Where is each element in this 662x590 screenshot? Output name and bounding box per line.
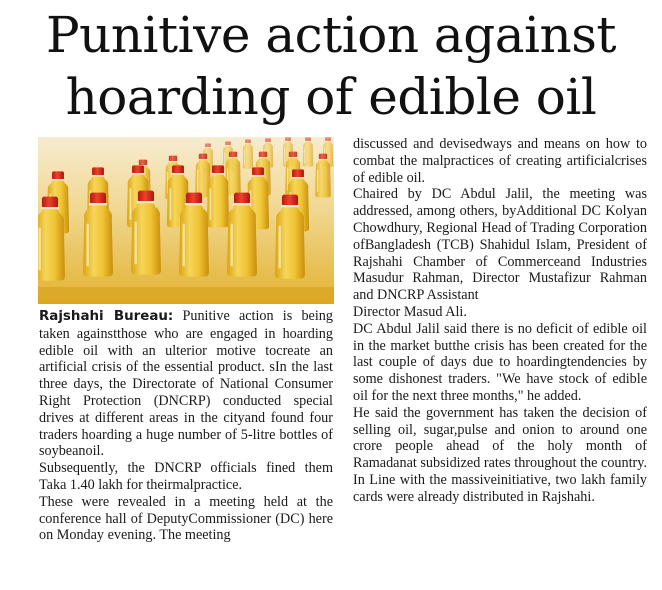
paragraph-chair: Chaired by DC Abdul Jalil, the meeting was addressed, among others, byAdditional DC Kolyan Chowdhury, Regional Head of Trading Corporation ofBangladesh (TCB) Shahidul Islam, President of Rajshahi Chamber of Commerceand Industries Masudur Rahman, Director Mustafizur Rahman and DNCRP Assistant <box>353 186 647 304</box>
headline-line-1: Punitive action against <box>45 6 617 64</box>
headline-line-2: hoarding of edible oil <box>65 68 597 126</box>
lead-text: Punitive action is being taken againstthose who are engaged in hoarding edible oil with an ulterior motive tocreate an artificial crisis of the essential product. sIn the last three days, the Directorate of National Consumer Right Protection (DNCRP) conducted special drives at different areas in the cityand found four traders hoarding a huge number of 5-litre bottles of soybeanoil. <box>39 308 333 460</box>
article-column-left <box>39 308 333 544</box>
lead-paragraph <box>39 308 333 460</box>
byline: Rajshahi Bureau: <box>39 309 174 324</box>
paragraph-meeting-cont: discussed and devisedways and means on how to combat the malpractices of creating artificialcrises of edible oil. <box>353 136 647 186</box>
paragraph-government-decision: He said the government has taken the decision of selling oil, sugar,pulse and onion to around one crore people ahead of the holy month of Ramadanat subsidized rates throughout the country. In Line with the massiveinitiative, two lakh family cards were already distributed in Rajshahi. <box>353 404 647 505</box>
paragraph-meeting: These were revealed in a meeting held at the conference hall of DeputyCommissioner (DC) here on Monday evening. The meeting <box>39 493 333 544</box>
headline <box>0 4 662 128</box>
edible-oil-bottles-photo <box>38 137 334 304</box>
paragraph-chair-end: Director Masud Ali. <box>353 303 467 320</box>
paragraph-fine: Subsequently, the DNCRP officials fined them Taka 1.40 lakh for theirmalpractice. <box>39 460 333 493</box>
paragraph-dc-statement: DC Abdul Jalil said there is no deficit of edible oil in the market butthe crisis has been created for the last couple of days due to hoardingtendencies by some dishonest traders. "We have stock of edible oil for the next three months," he added. <box>353 320 647 404</box>
article-column-right <box>353 136 647 506</box>
